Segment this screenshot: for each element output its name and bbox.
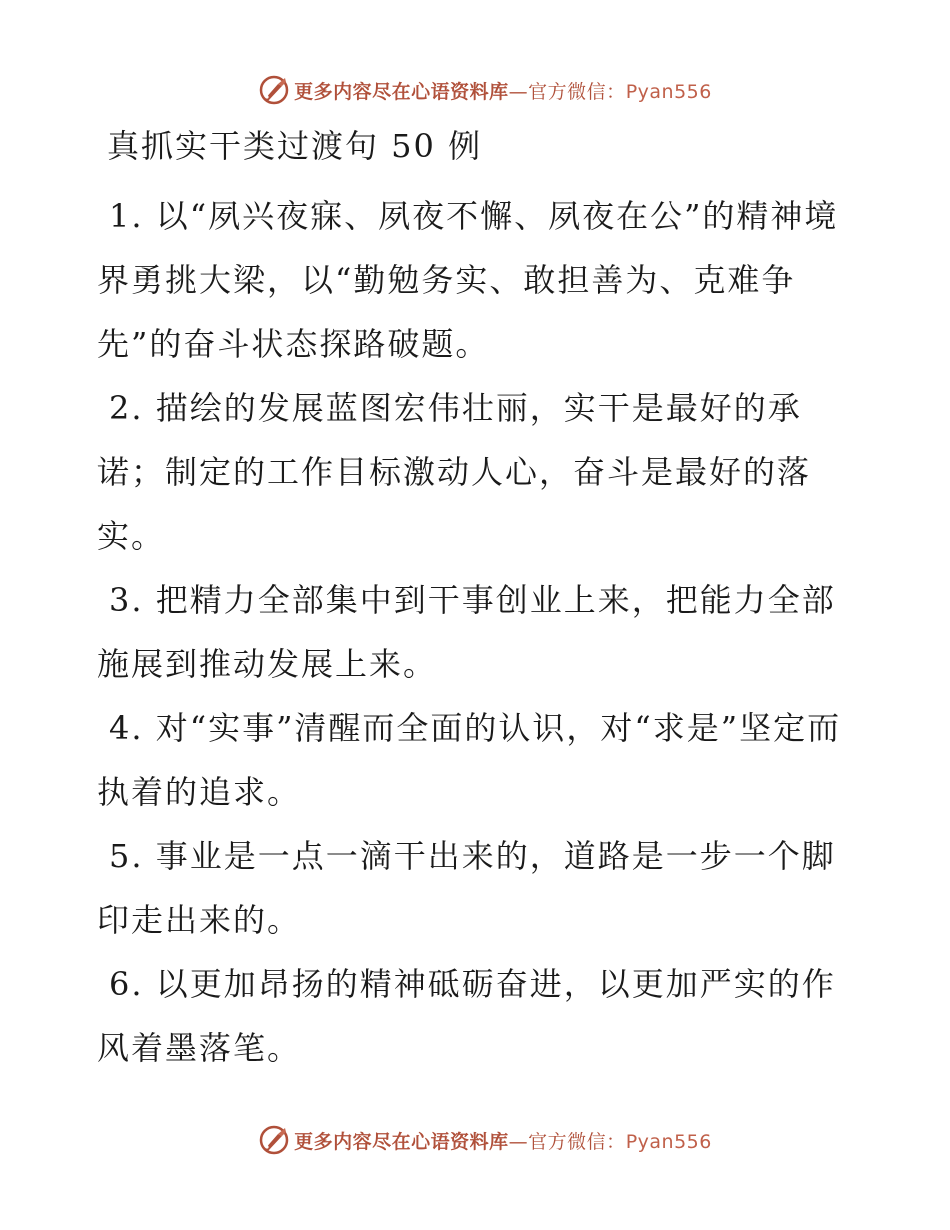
watermark-wechat-id: Pyan556 — [625, 80, 712, 103]
paragraph-1: 1. 以“夙兴夜寐、夙夜不懈、夙夜在公”的精神境界勇挑大梁，以“勤勉务实、敢担善为、克难争先”的奋斗状态探路破题。 — [97, 197, 839, 363]
watermark-brand: 更多内容尽在心语资料库 — [294, 1130, 509, 1153]
watermark-separator: — — [508, 80, 529, 103]
paragraph-4: 4. 对“实事”清醒而全面的认识，对“求是”坚定而执着的追求。 — [97, 709, 842, 811]
watermark-separator: — — [508, 1130, 529, 1153]
paragraph-6: 6. 以更加昂扬的精神砥砺奋进，以更加严实的作风着墨落笔。 — [97, 965, 836, 1067]
paragraph-2: 2. 描绘的发展蓝图宏伟壮丽，实干是最好的承诺；制定的工作目标激动人心，奋斗是最好的落实。 — [97, 389, 812, 555]
quill-pen-logo-icon — [258, 74, 290, 106]
watermark-group — [258, 74, 712, 106]
watermark-wechat-id: Pyan556 — [625, 1130, 712, 1153]
quill-pen-logo-icon — [258, 1124, 290, 1156]
header-watermark — [0, 70, 950, 110]
watermark-text — [294, 1127, 712, 1154]
watermark-label: 官方微信： — [528, 80, 626, 103]
watermark-label: 官方微信： — [528, 1130, 626, 1153]
footer-watermark — [0, 1120, 950, 1160]
watermark-brand: 更多内容尽在心语资料库 — [294, 80, 509, 103]
watermark-text — [294, 77, 712, 104]
paragraph-5: 5. 事业是一点一滴干出来的，道路是一步一个脚印走出来的。 — [97, 837, 836, 939]
document-body — [97, 120, 857, 1080]
paragraph-3: 3. 把精力全部集中到干事创业上来，把能力全部施展到推动发展上来。 — [97, 581, 836, 683]
watermark-group — [258, 1124, 712, 1156]
document-title: 真抓实干类过渡句 50 例 — [107, 127, 483, 165]
